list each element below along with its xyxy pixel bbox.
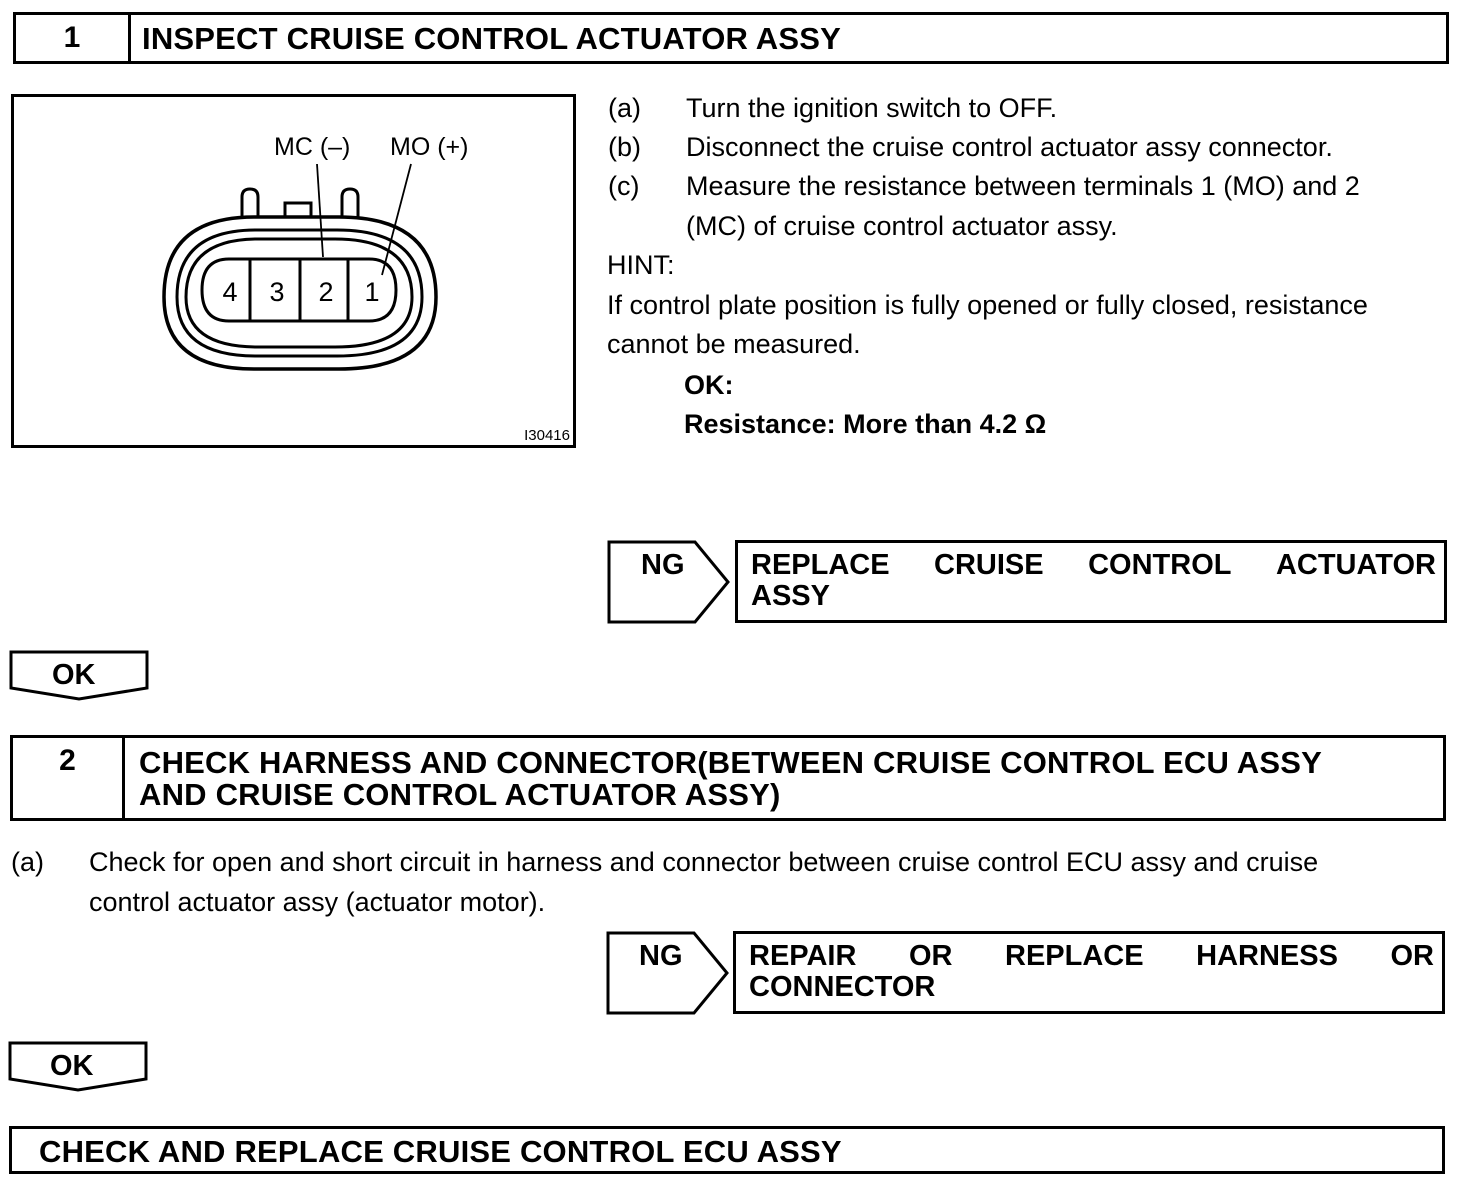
pin-4: 4: [222, 277, 238, 307]
instruction-a-label: (a): [608, 93, 641, 123]
label-mc: MC (–): [274, 133, 351, 161]
ok-label-2: OK: [50, 1050, 94, 1082]
ng-result-2-word-2: OR: [908, 940, 953, 972]
ng-result-1: [735, 540, 1447, 623]
ng-result-1-word-2: CRUISE: [934, 549, 1044, 581]
final-step-title: CHECK AND REPLACE CRUISE CONTROL ECU ASSY: [39, 1134, 842, 1169]
step-2-title-line2: AND CRUISE CONTROL ACTUATOR ASSY): [139, 777, 781, 812]
ng-result-2: [733, 931, 1445, 1014]
instruction-a-text: Turn the ignition switch to OFF.: [686, 93, 1058, 123]
step-1-header: [13, 12, 1449, 64]
hint-line2: cannot be measured.: [607, 329, 861, 359]
ng-result-1-word-4: ACTUATOR: [1275, 549, 1436, 581]
pin-3: 3: [269, 277, 285, 307]
ng-result-1-line2: ASSY: [751, 580, 830, 612]
step-2-number: 2: [13, 738, 125, 818]
ng-label-1: NG: [641, 549, 685, 581]
step-1-number: 1: [16, 15, 131, 61]
ng-result-1-line1: [751, 550, 1436, 581]
figure-id: I30416: [524, 427, 570, 444]
ng-result-1-word-3: CONTROL: [1088, 549, 1232, 581]
resistance-spec: Resistance: More than 4.2 Ω: [684, 409, 1047, 439]
hint-heading: HINT:: [607, 250, 675, 280]
ng-result-2-line1: [749, 941, 1434, 972]
step-2-instruction-line1: Check for open and short circuit in harness and connector between cruise control ECU assy and cruise: [89, 847, 1319, 877]
ok-label-1: OK: [52, 659, 96, 691]
hint-line1: If control plate position is fully opened or fully closed, resistance: [607, 290, 1368, 320]
pin-2: 2: [318, 277, 334, 307]
ng-label-2: NG: [639, 940, 683, 972]
ok-spec-heading: OK:: [684, 370, 734, 400]
step-2-instruction-label: (a): [11, 847, 44, 877]
instruction-c-text-line1: Measure the resistance between terminals 1 (MO) and 2: [686, 171, 1360, 201]
ng-result-2-word-1: REPAIR: [749, 940, 857, 972]
instruction-c-text-line2: (MC) of cruise control actuator assy.: [686, 211, 1118, 241]
step-2-instruction-line2: control actuator assy (actuator motor).: [89, 887, 546, 917]
ng-result-2-line2: CONNECTOR: [749, 971, 936, 1003]
connector-figure: [11, 94, 576, 448]
ng-result-2-word-3: REPLACE: [1005, 940, 1144, 972]
ng-result-2-word-5: OR: [1390, 940, 1434, 972]
final-step-box: [9, 1126, 1445, 1174]
step-1-title: INSPECT CRUISE CONTROL ACTUATOR ASSY: [142, 21, 842, 56]
ng-result-2-word-4: HARNESS: [1196, 940, 1338, 972]
connector-diagram: [14, 97, 579, 451]
instruction-b-text: Disconnect the cruise control actuator assy connector.: [686, 132, 1333, 162]
pin-1: 1: [364, 277, 380, 307]
instruction-c-label: (c): [608, 171, 640, 201]
ng-result-1-word-1: REPLACE: [751, 549, 890, 581]
step-2-header: [10, 735, 1446, 821]
label-mo: MO (+): [390, 133, 469, 161]
instruction-b-label: (b): [608, 132, 641, 162]
step-2-title-line1: CHECK HARNESS AND CONNECTOR(BETWEEN CRUISE CONTROL ECU ASSY: [139, 745, 1322, 780]
